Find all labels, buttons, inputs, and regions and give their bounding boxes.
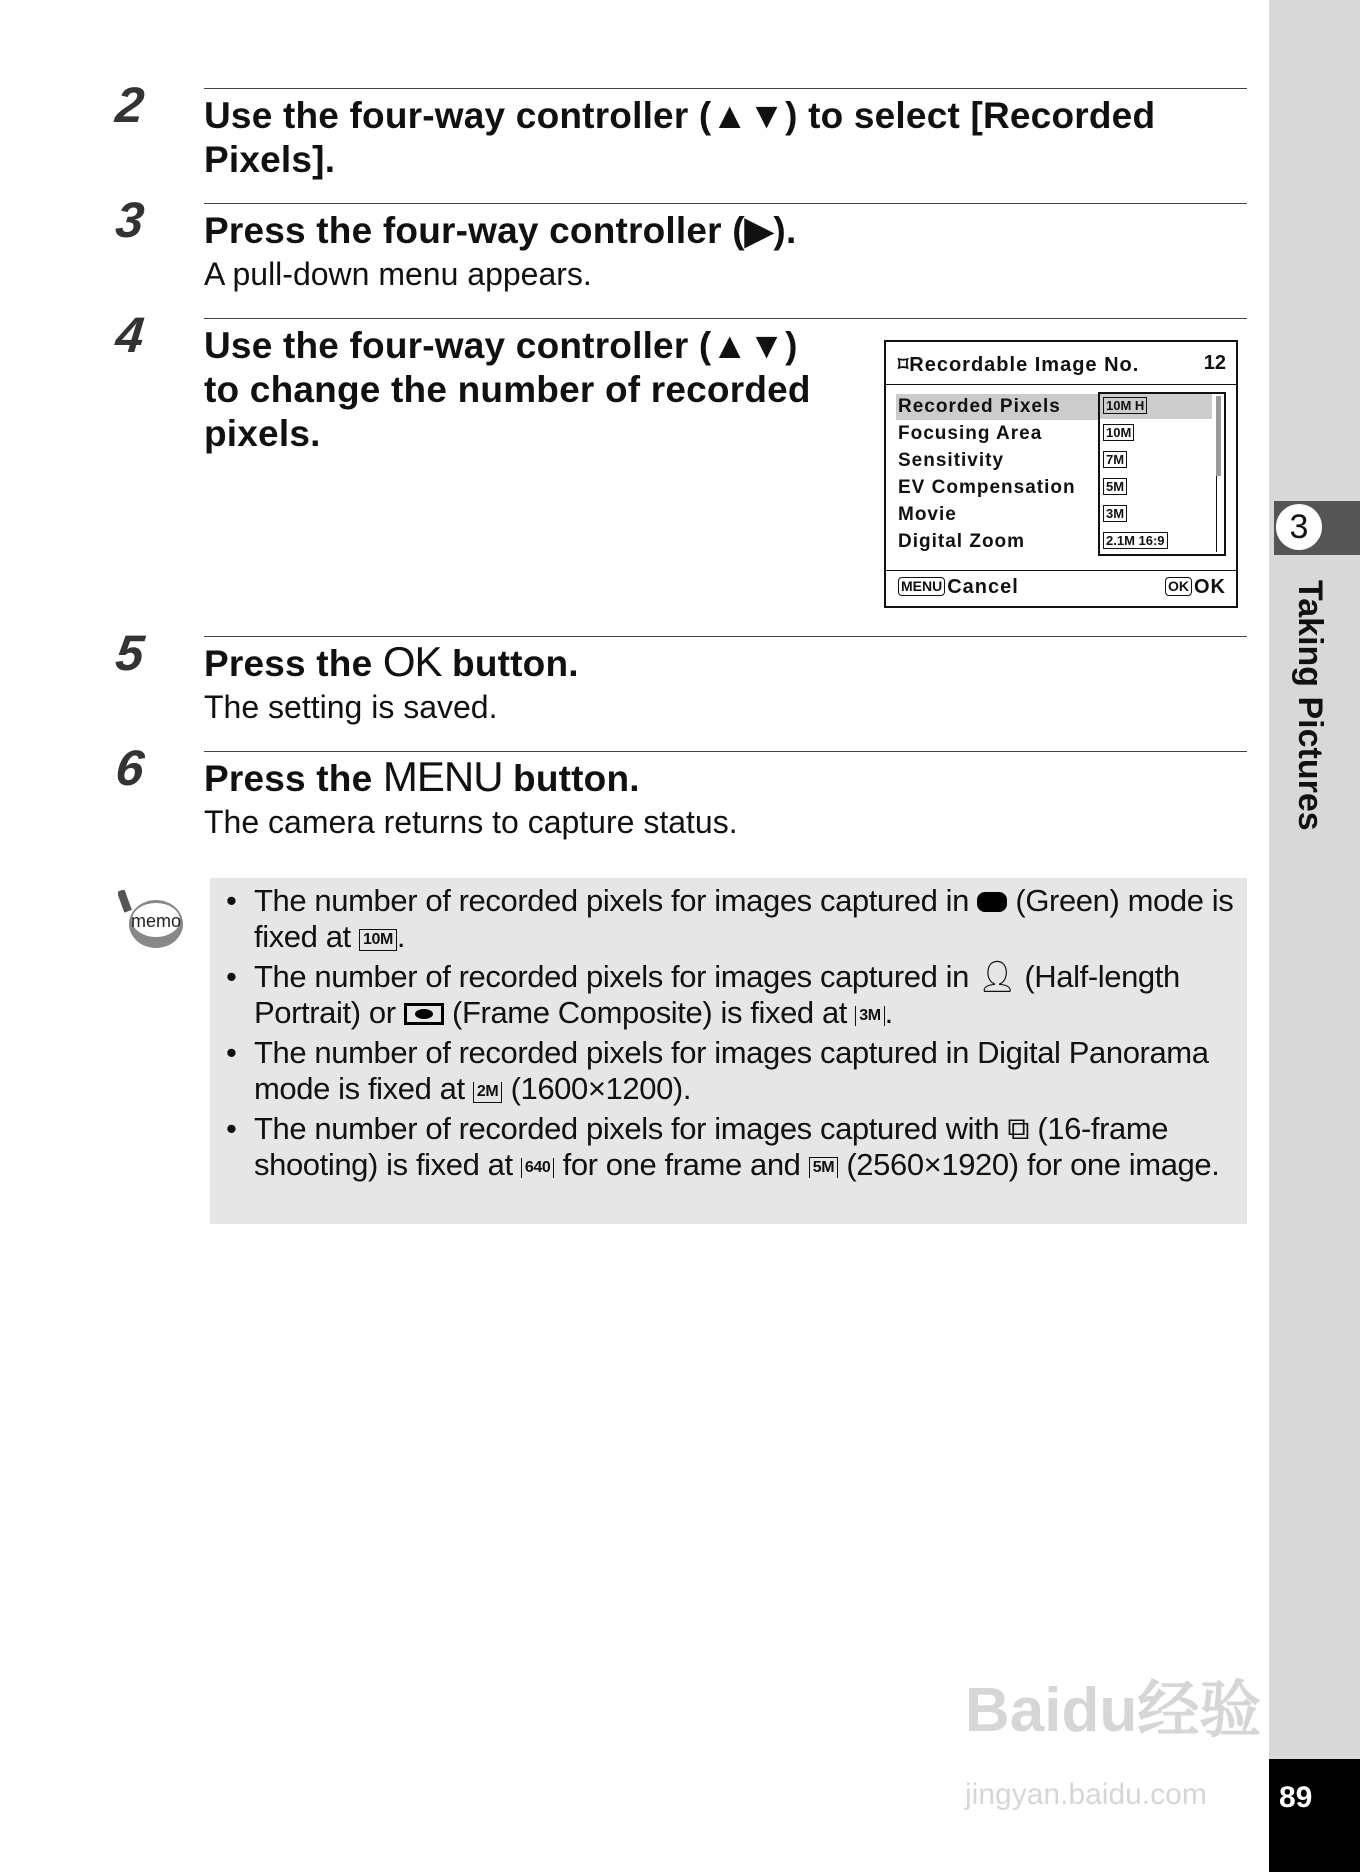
pixels-2m-icon: 2M [473,1082,502,1103]
text: . [396,919,406,954]
step-title: Press the four-way controller (▶). [204,210,797,251]
ok-hint [1165,576,1226,599]
pixels-dropdown[interactable] [1098,392,1226,556]
cancel-hint [898,576,1019,599]
page-number: 89 [1269,1759,1360,1872]
option[interactable]: 7M [1103,451,1127,468]
text: (Green) mode is fixed at [254,883,1234,954]
pixels-640-icon: 640 [521,1158,555,1178]
ok-key-icon: OK [1165,577,1192,596]
step-number: 6 [113,740,147,796]
text: The number of recorded pixels for images captured in [254,883,978,918]
step-body: The setting is saved. [204,689,498,725]
step-title [204,324,811,456]
ok-label: OK [1194,576,1226,598]
memo-bullet [224,1111,1244,1183]
step-number: 4 [113,307,147,363]
step-number: 3 [113,192,147,248]
step-body: A pull-down menu appears. [204,256,592,292]
card-icon-header: ⌑Recordable Image No. [898,354,1140,376]
option[interactable]: 5M [1103,478,1127,495]
divider [204,636,1247,637]
title-line: Use the four-way controller (▲▼) [204,325,798,366]
half-length-portrait-icon: 👤︎ [977,959,1017,994]
memo-bullet [224,883,1244,955]
text: for one frame and [554,1147,809,1182]
memo-bullet [224,1035,1244,1107]
sixteen-frame-icon: ⧉ [1007,1111,1030,1146]
menu-button-label: MENU [382,753,503,800]
menu-item[interactable]: Sensitivity [898,450,1005,471]
text: (Frame Composite) is fixed at [443,995,856,1030]
watermark-url: jingyan.baidu.com [965,1778,1207,1811]
divider [204,88,1247,89]
chapter-title: Taking Pictures [1291,580,1329,831]
memo-box [210,878,1247,1224]
step-number: 2 [113,77,147,133]
option[interactable]: 2.1M 16:9 [1103,532,1168,549]
option[interactable]: 10M [1103,424,1134,441]
frame-composite-icon [404,1003,444,1025]
option[interactable]: 3M [1103,505,1127,522]
pixels-5m-icon: 5M [809,1157,838,1178]
divider [886,570,1236,571]
chapter-sidebar [1269,0,1360,1872]
title-line: to change the number of recorded [204,369,811,410]
scrollbar-thumb[interactable] [1216,396,1221,476]
menu-item[interactable]: EV Compensation [898,477,1076,498]
title-line: Pixels]. [204,139,336,180]
step-number: 5 [113,625,147,681]
divider [204,751,1247,752]
title-text: Press the [204,643,383,684]
menu-item[interactable]: Focusing Area [898,423,1043,444]
pixels-3m-icon: 3M [855,1006,884,1026]
watermark: Baidu经验 [965,1676,1262,1745]
title-text: button. [502,758,640,799]
pixels-10m-icon: 10M [359,929,397,951]
text: . [884,995,893,1030]
green-mode-icon [977,892,1007,912]
step-body: The camera returns to capture status. [204,804,738,840]
text: The number of recorded pixels for images captured with [254,1111,1008,1146]
text: (Half-length Portrait) or [254,959,1180,1030]
title-line: Use the four-way controller (▲▼) to select [Recorded [204,95,1156,136]
text: The number of recorded pixels for images captured in Digital Panorama mode is fixed at [254,1035,1209,1106]
camera-menu-screen [884,340,1238,608]
title-text: Press the [204,758,383,799]
ok-button-label: OK [382,638,442,685]
text: (2560×1920) for one image. [838,1147,1220,1182]
menu-item[interactable]: Recorded Pixels [898,396,1061,417]
divider [204,318,1247,319]
menu-key-icon: MENU [898,577,945,596]
text: (1600×1200). [502,1071,692,1106]
memo-icon [118,890,186,950]
memo-bullet [224,959,1244,1031]
chapter-number: 3 [1274,502,1324,552]
image-count: 12 [1203,352,1226,374]
text: (16-frame shooting) is fixed at [254,1111,1169,1182]
divider [886,384,1236,385]
step-title [204,640,579,686]
divider [204,203,1247,204]
cancel-label: Cancel [947,576,1019,598]
header-text: Recordable Image No. [909,354,1140,376]
text: The number of recorded pixels for images captured in [254,959,978,994]
title-text: button. [441,643,579,684]
menu-item[interactable]: Movie [898,504,957,525]
memo-label: memo [130,911,182,931]
step-title [204,755,640,801]
option[interactable]: 10M H [1103,397,1147,414]
menu-item[interactable]: Digital Zoom [898,531,1026,552]
step-title [204,94,1155,182]
title-line: pixels. [204,413,321,454]
